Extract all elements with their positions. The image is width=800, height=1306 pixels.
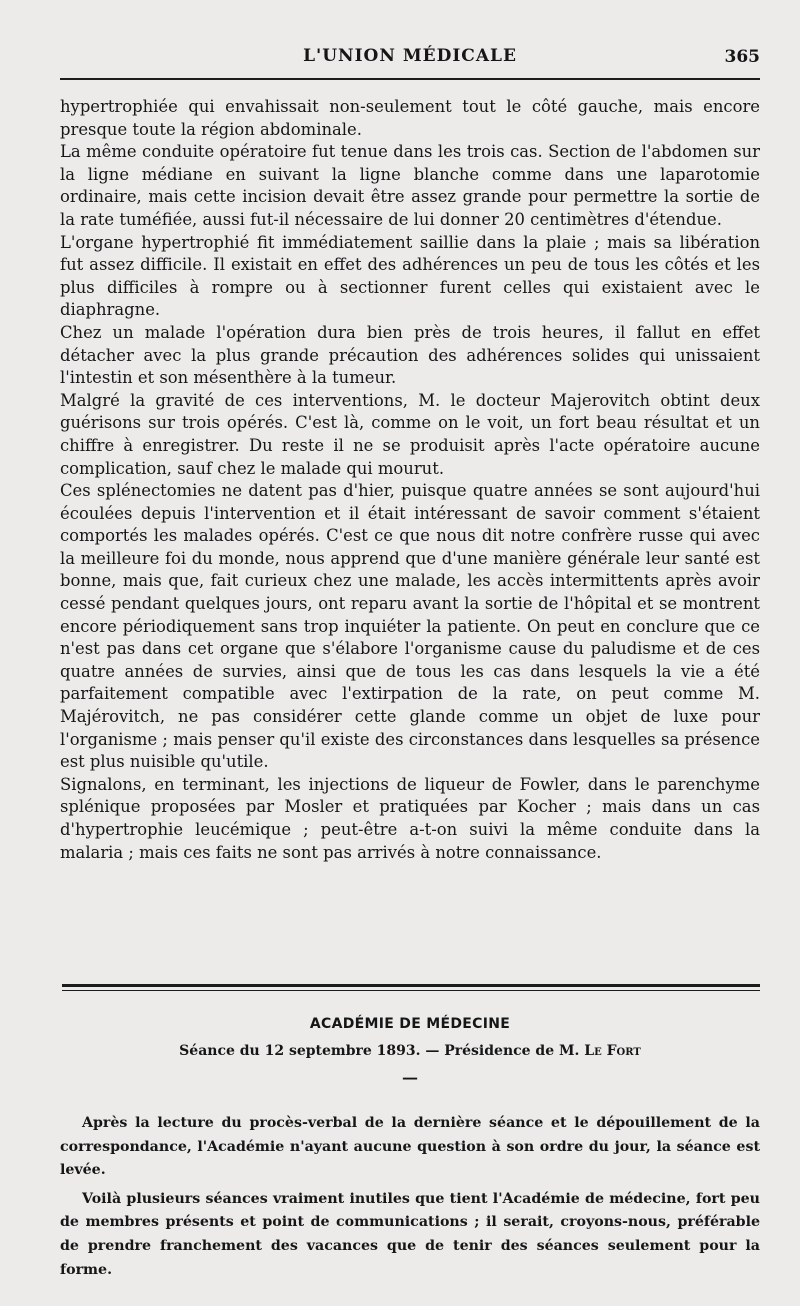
page-number: 365 [724,47,760,67]
academy-paragraph: Voilà plusieurs séances vraiment inutiles que tient l'Académie de médecine, fort peu de membres présents et point de communications ; il serait, croyons-nous, préférable de prendre franchement des vacances que de tenir des séances seulement pour la forme. [60,1190,760,1278]
article-paragraph: La même conduite opératoire fut tenue dans les trois cas. Section de l'abdomen sur la ligne médiane en suivant la ligne blanche comme dans une laparotomie ordinaire, mais cette incision devait être assez grande pour permettre la sortie de la rate tuméfiée, aussi fut-il nécessaire de lui donner 20 centimètres d'étendue. [60,142,760,229]
section-title: ACADÉMIE DE MÉDECINE [309,1016,511,1032]
page-header [60,46,760,74]
academy-body [60,1112,760,1282]
article-paragraph: L'organe hypertrophié fit immédiatement saillie dans la plaie ; mais sa libération fut assez difficile. Il existait en effet des adhérences un peu de tous les côtés et les plus difficiles à rompre ou à sectionner furent celles qui existaient avec le diaphragne. [60,232,760,320]
academy-paragraph: Après la lecture du procès-verbal de la dernière séance et le dépouillement de la correspondance, l'Académie n'ayant aucune question à son ordre du jour, la séance est levée. [60,1115,760,1179]
section-divider [62,984,760,987]
article-paragraph: Malgré la gravité de ces interventions, M. le docteur Majerovitch obtint deux guérisons sur trois opérés. C'est là, comme on le voit, un fort beau résultat et un chiffre à enregistrer. Du reste il ne se produisit après l'acte opératoire aucune complication, sauf chez le malade qui mourut. [60,390,760,478]
session-line [60,1043,760,1059]
article-body [60,96,760,864]
section-divider-thin [62,990,760,991]
running-title: L'UNION MÉDICALE [303,46,517,66]
section-dash: — [402,1068,418,1087]
article-paragraph: hypertrophiée qui envahissait non-seulement tout le côté gauche, mais encore presque toute la région abdominale. [60,97,760,139]
session-president: Le Fort [584,1043,641,1059]
article-paragraph: Chez un malade l'opération dura bien près de trois heures, il fallut en effet détacher avec la plus grande précaution des adhérences solides qui unissaient l'intestin et son mésenthère à la tumeur. [60,322,760,388]
article-paragraph: Ces splénectomies ne datent pas d'hier, puisque quatre années se sont aujourd'hui écoulées depuis l'intervention et il était intéressant de savoir comment s'étaient comportés les malades opérés. C'est ce que nous dit notre confrère russe qui avec la meilleure foi du monde, nous apprend que d'une manière générale leur santé est bonne, mais que, fait curieux chez une malade, les accès intermittents après avoir cessé pendant quelques jours, ont reparu avant la sortie de l'hôpital et se montrent encore périodiquement sans trop inquiéter la patiente. On peut en conclure que ce n'est pas dans cet organe que s'élabore l'organisme cause du paludisme et de ces quatre années de survies, ainsi que de tous les cas dans lesquels la vie a été parfaitement compatible avec l'extirpation de la rate, on peut comme M. Majérovitch, ne pas considérer cette glande comme un objet de luxe pour l'organisme ; mais penser qu'il existe des circonstances dans lesquelles sa présence est plus nuisible qu'utile. [60,481,760,772]
session-prefix: Séance du 12 septembre 1893. — Présidence de M. [179,1043,580,1059]
article-paragraph: Signalons, en terminant, les injections de liqueur de Fowler, dans le parenchyme splénique proposées par Mosler et pratiquées par Kocher ; mais dans un cas d'hypertrophie leucémique ; peut-être a-t-on suivi la même conduite dans la malaria ; mais ces faits ne sont pas arrivés à notre connaissance. [60,774,760,862]
header-rule [60,78,760,80]
